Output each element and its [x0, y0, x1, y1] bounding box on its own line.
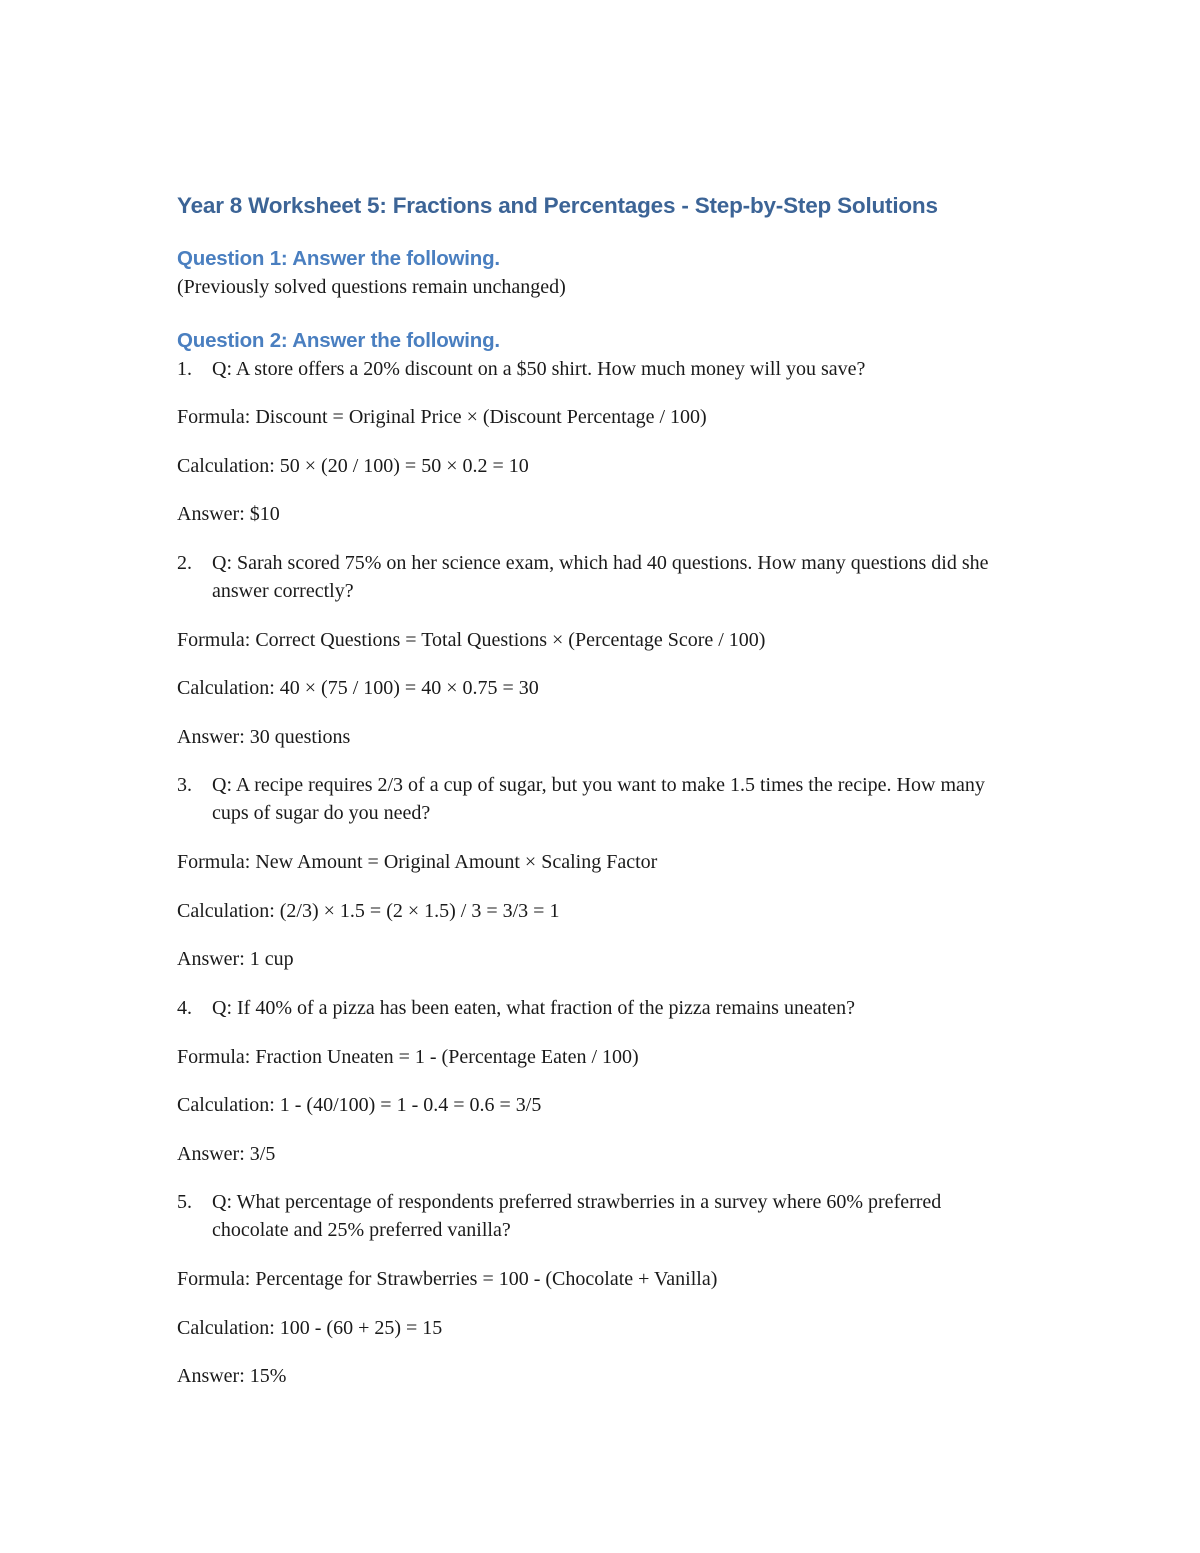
item-1-number: 1. — [177, 358, 192, 380]
question-1-note: (Previously solved questions remain unchanged) — [177, 276, 566, 298]
question-2-item-2 — [177, 549, 1017, 751]
item-1-calculation: Calculation: 50 × (20 / 100) = 50 × 0.2 = 10 — [177, 454, 529, 477]
item-4-number: 4. — [177, 996, 192, 1019]
item-3-number: 3. — [177, 774, 192, 796]
item-4-question: Q: If 40% of a pizza has been eaten, what fraction of the pizza remains uneaten? — [212, 996, 856, 1019]
item-1-answer: Answer: $10 — [177, 503, 280, 525]
item-2-answer: Answer: 30 questions — [177, 725, 351, 748]
item-2-question-row — [177, 549, 1017, 605]
item-5-number: 5. — [177, 1191, 192, 1213]
item-5-question: Q: What percentage of respondents preferred strawberries in a survey where 60% preferred chocolate and 25% preferred vanilla? — [212, 1191, 942, 1241]
question-2-item-3 — [177, 771, 1017, 973]
item-3-calculation: Calculation: (2/3) × 1.5 = (2 × 1.5) / 3 = 3/3 = 1 — [177, 899, 560, 922]
document-page — [177, 190, 1017, 1411]
question-2-item-1 — [177, 355, 1017, 528]
item-5-formula: Formula: Percentage for Strawberries = 100 - (Chocolate + Vanilla) — [177, 1268, 718, 1290]
item-3-formula: Formula: New Amount = Original Amount × Scaling Factor — [177, 851, 658, 873]
item-3-answer: Answer: 1 cup — [177, 948, 294, 970]
item-3-question-row — [177, 771, 1017, 827]
item-2-question: Q: Sarah scored 75% on her science exam, which had 40 questions. How many questions did she answer correctly? — [212, 551, 989, 602]
item-2-formula: Formula: Correct Questions = Total Questions × (Percentage Score / 100) — [177, 628, 766, 651]
item-5-answer: Answer: 15% — [177, 1365, 287, 1387]
item-2-number: 2. — [177, 551, 192, 574]
item-4-calculation: Calculation: 1 - (40/100) = 1 - 0.4 = 0.6 = 3/5 — [177, 1094, 542, 1116]
question-2-heading: Question 2: Answer the following. — [177, 329, 500, 352]
item-4-formula: Formula: Fraction Uneaten = 1 - (Percentage Eaten / 100) — [177, 1045, 639, 1068]
document-title: Year 8 Worksheet 5: Fractions and Percentages - Step-by-Step Solutions — [177, 193, 938, 218]
question-2-item-4 — [177, 994, 1017, 1168]
item-4-answer: Answer: 3/5 — [177, 1142, 276, 1165]
item-5-question-row — [177, 1188, 1017, 1244]
item-1-question: Q: A store offers a 20% discount on a $50 shirt. How much money will you save? — [212, 358, 866, 380]
question-2-item-5 — [177, 1188, 1017, 1390]
item-2-calculation: Calculation: 40 × (75 / 100) = 40 × 0.75 = 30 — [177, 677, 539, 699]
item-1-question-row — [177, 355, 1017, 383]
item-3-question: Q: A recipe requires 2/3 of a cup of sugar, but you want to make 1.5 times the recipe. How many cups of sugar do you need? — [212, 774, 985, 824]
item-4-question-row — [177, 994, 1017, 1022]
item-5-calculation: Calculation: 100 - (60 + 25) = 15 — [177, 1316, 443, 1339]
item-1-formula: Formula: Discount = Original Price × (Discount Percentage / 100) — [177, 406, 707, 428]
question-1-heading: Question 1: Answer the following. — [177, 247, 500, 270]
